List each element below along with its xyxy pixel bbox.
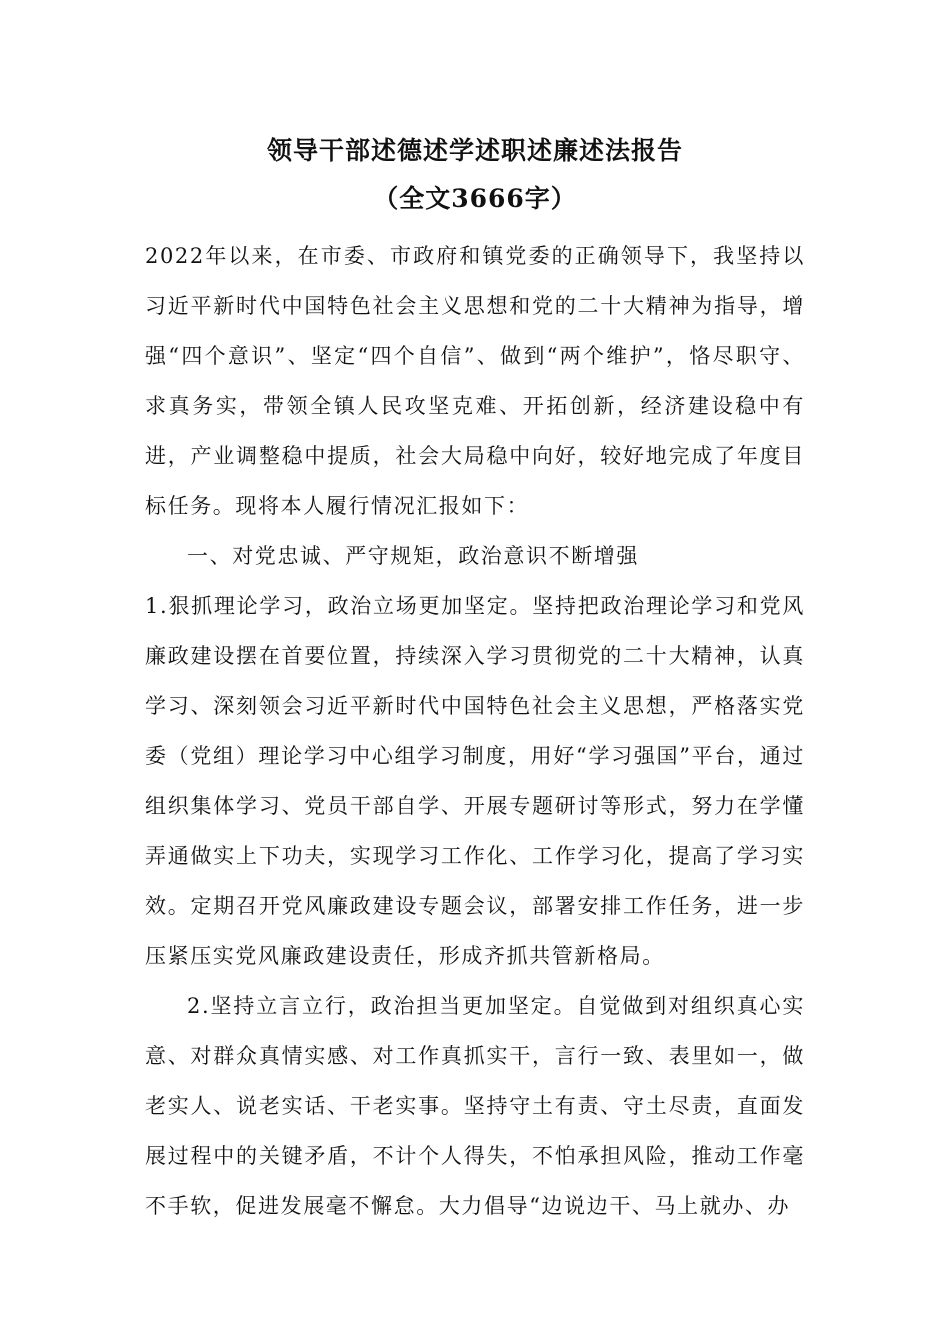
paragraph-intro: 2022年以来，在市委、市政府和镇党委的正确领导下，我坚持以习近平新时代中国特色社会主义思想和党的二十大精神为指导，增强“四个意识”、坚定“四个自信”、做到“两个维护”，恪尽职守、求真务实，带领全镇人民攻坚克难、开拓创新，经济建设稳中有进，产业调整稳中提质，社会大局稳中向好，较好地完成了年度目标任务。现将本人履行情况汇报如下： (145, 244, 805, 518)
paragraph-item-2: 2.坚持立言立行，政治担当更加坚定。自觉做到对组织真心实意、对群众真情实感、对工作真抓实干，言行一致、表里如一，做老实人、说老实话、干老实事。坚持守土有责、守土尽责，直面发展过程中的关键矛盾，不计个人得失，不怕承担风险，推动工作毫不手软，促进发展毫不懈怠。大力倡导“边说边干、马上就办、办 (145, 994, 805, 1218)
paragraph-item-1: 1.狠抓理论学习，政治立场更加坚定。坚持把政治理论学习和党风廉政建设摆在首要位置，持续深入学习贯彻党的二十大精神，认真学习、深刻领会习近平新时代中国特色社会主义思想，严格落实党委（党组）理论学习中心组学习制度，用好“学习强国”平台，通过组织集体学习、党员干部自学、开展专题研讨等形式，努力在学懂弄通做实上下功夫，实现学习工作化、工作学习化，提高了学习实效。定期召开党风廉政建设专题会议，部署安排工作任务，进一步压紧压实党风廉政建设责任，形成齐抓共管新格局。 (145, 594, 805, 968)
document-title: 领导干部述德述学述职述廉述法报告 (266, 136, 683, 165)
document-subtitle: （全文3666字） (373, 184, 577, 213)
document-body (145, 231, 805, 1231)
section-heading-1: 一、对党忠诚、严守规矩，政治意识不断增强 (187, 544, 639, 568)
